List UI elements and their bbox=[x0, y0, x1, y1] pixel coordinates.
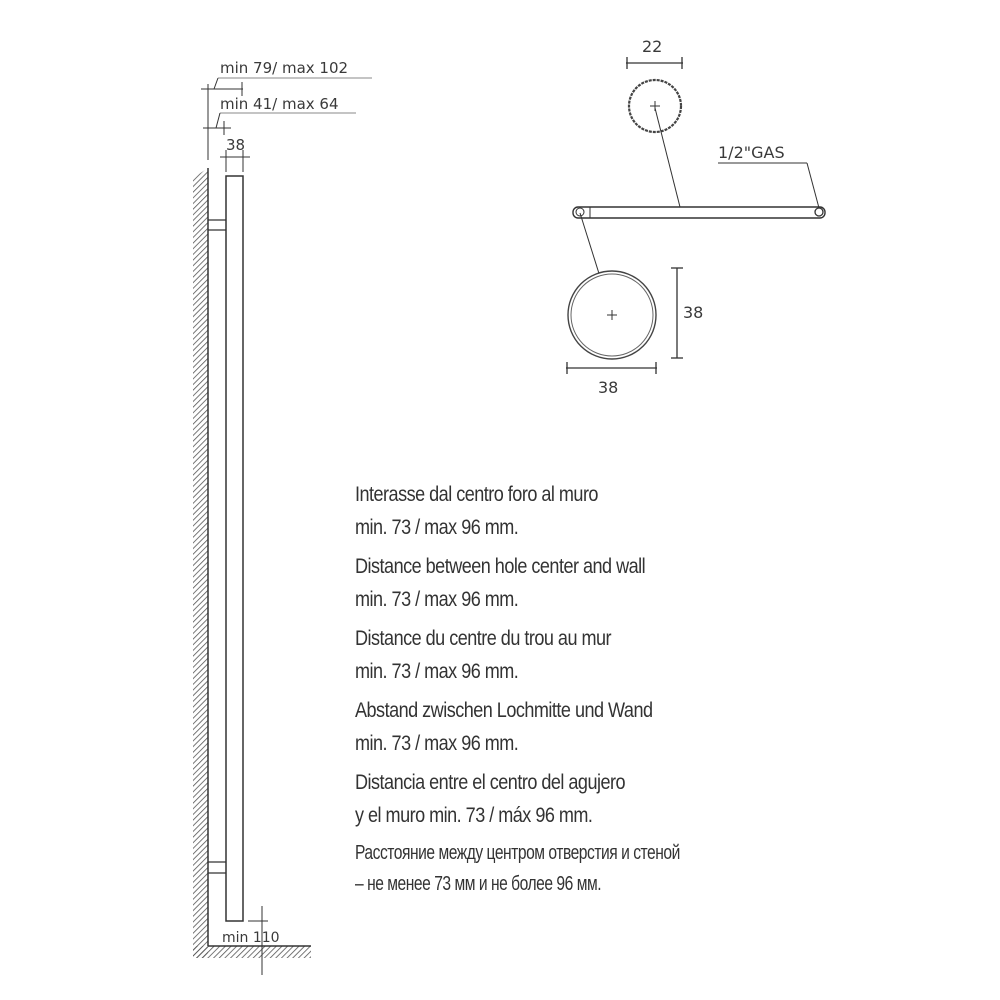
dim-top-outer: min 79/ max 102 bbox=[220, 59, 349, 77]
note-line: Distancia entre el centro del agujero bbox=[355, 771, 626, 794]
dim-floor-clearance: min 110 bbox=[222, 930, 280, 946]
note-line: min. 73 / max 96 mm. bbox=[355, 516, 519, 539]
dim-small-tube: 22 bbox=[642, 37, 663, 56]
installation-notes bbox=[355, 478, 815, 906]
dim-large-tube-height: 38 bbox=[683, 303, 704, 322]
note-line: Interasse dal centro foro al muro bbox=[355, 483, 598, 506]
note-russian bbox=[355, 838, 815, 900]
note-french bbox=[355, 622, 815, 688]
note-line: Abstand zwischen Lochmitte und Wand bbox=[355, 699, 653, 722]
note-english bbox=[355, 550, 815, 616]
note-line: min. 73 / max 96 mm. bbox=[355, 588, 519, 611]
side-view bbox=[193, 59, 372, 975]
connection-label: 1/2"GAS bbox=[718, 143, 785, 162]
wall-hatch bbox=[193, 168, 208, 958]
note-line: Distance du centre du trou au mur bbox=[355, 627, 612, 650]
section-view bbox=[566, 37, 825, 397]
note-line: Расстояние между центром отверстия и стеной bbox=[355, 842, 680, 864]
note-line: min. 73 / max 96 mm. bbox=[355, 732, 519, 755]
radiator-body bbox=[226, 176, 243, 921]
note-italian bbox=[355, 478, 815, 544]
dim-large-tube-width: 38 bbox=[598, 378, 619, 397]
collector-bar bbox=[573, 207, 825, 218]
floor-hatch bbox=[193, 946, 311, 958]
note-line: y el muro min. 73 / máx 96 mm. bbox=[355, 804, 593, 827]
dim-top-inner: min 41/ max 64 bbox=[220, 95, 339, 113]
note-line: min. 73 / max 96 mm. bbox=[355, 660, 519, 683]
note-line: – не менее 73 мм и не более 96 мм. bbox=[355, 873, 602, 895]
dim-depth: 38 bbox=[226, 136, 246, 154]
note-spanish bbox=[355, 766, 815, 832]
note-german bbox=[355, 694, 815, 760]
note-line: Distance between hole center and wall bbox=[355, 555, 646, 578]
